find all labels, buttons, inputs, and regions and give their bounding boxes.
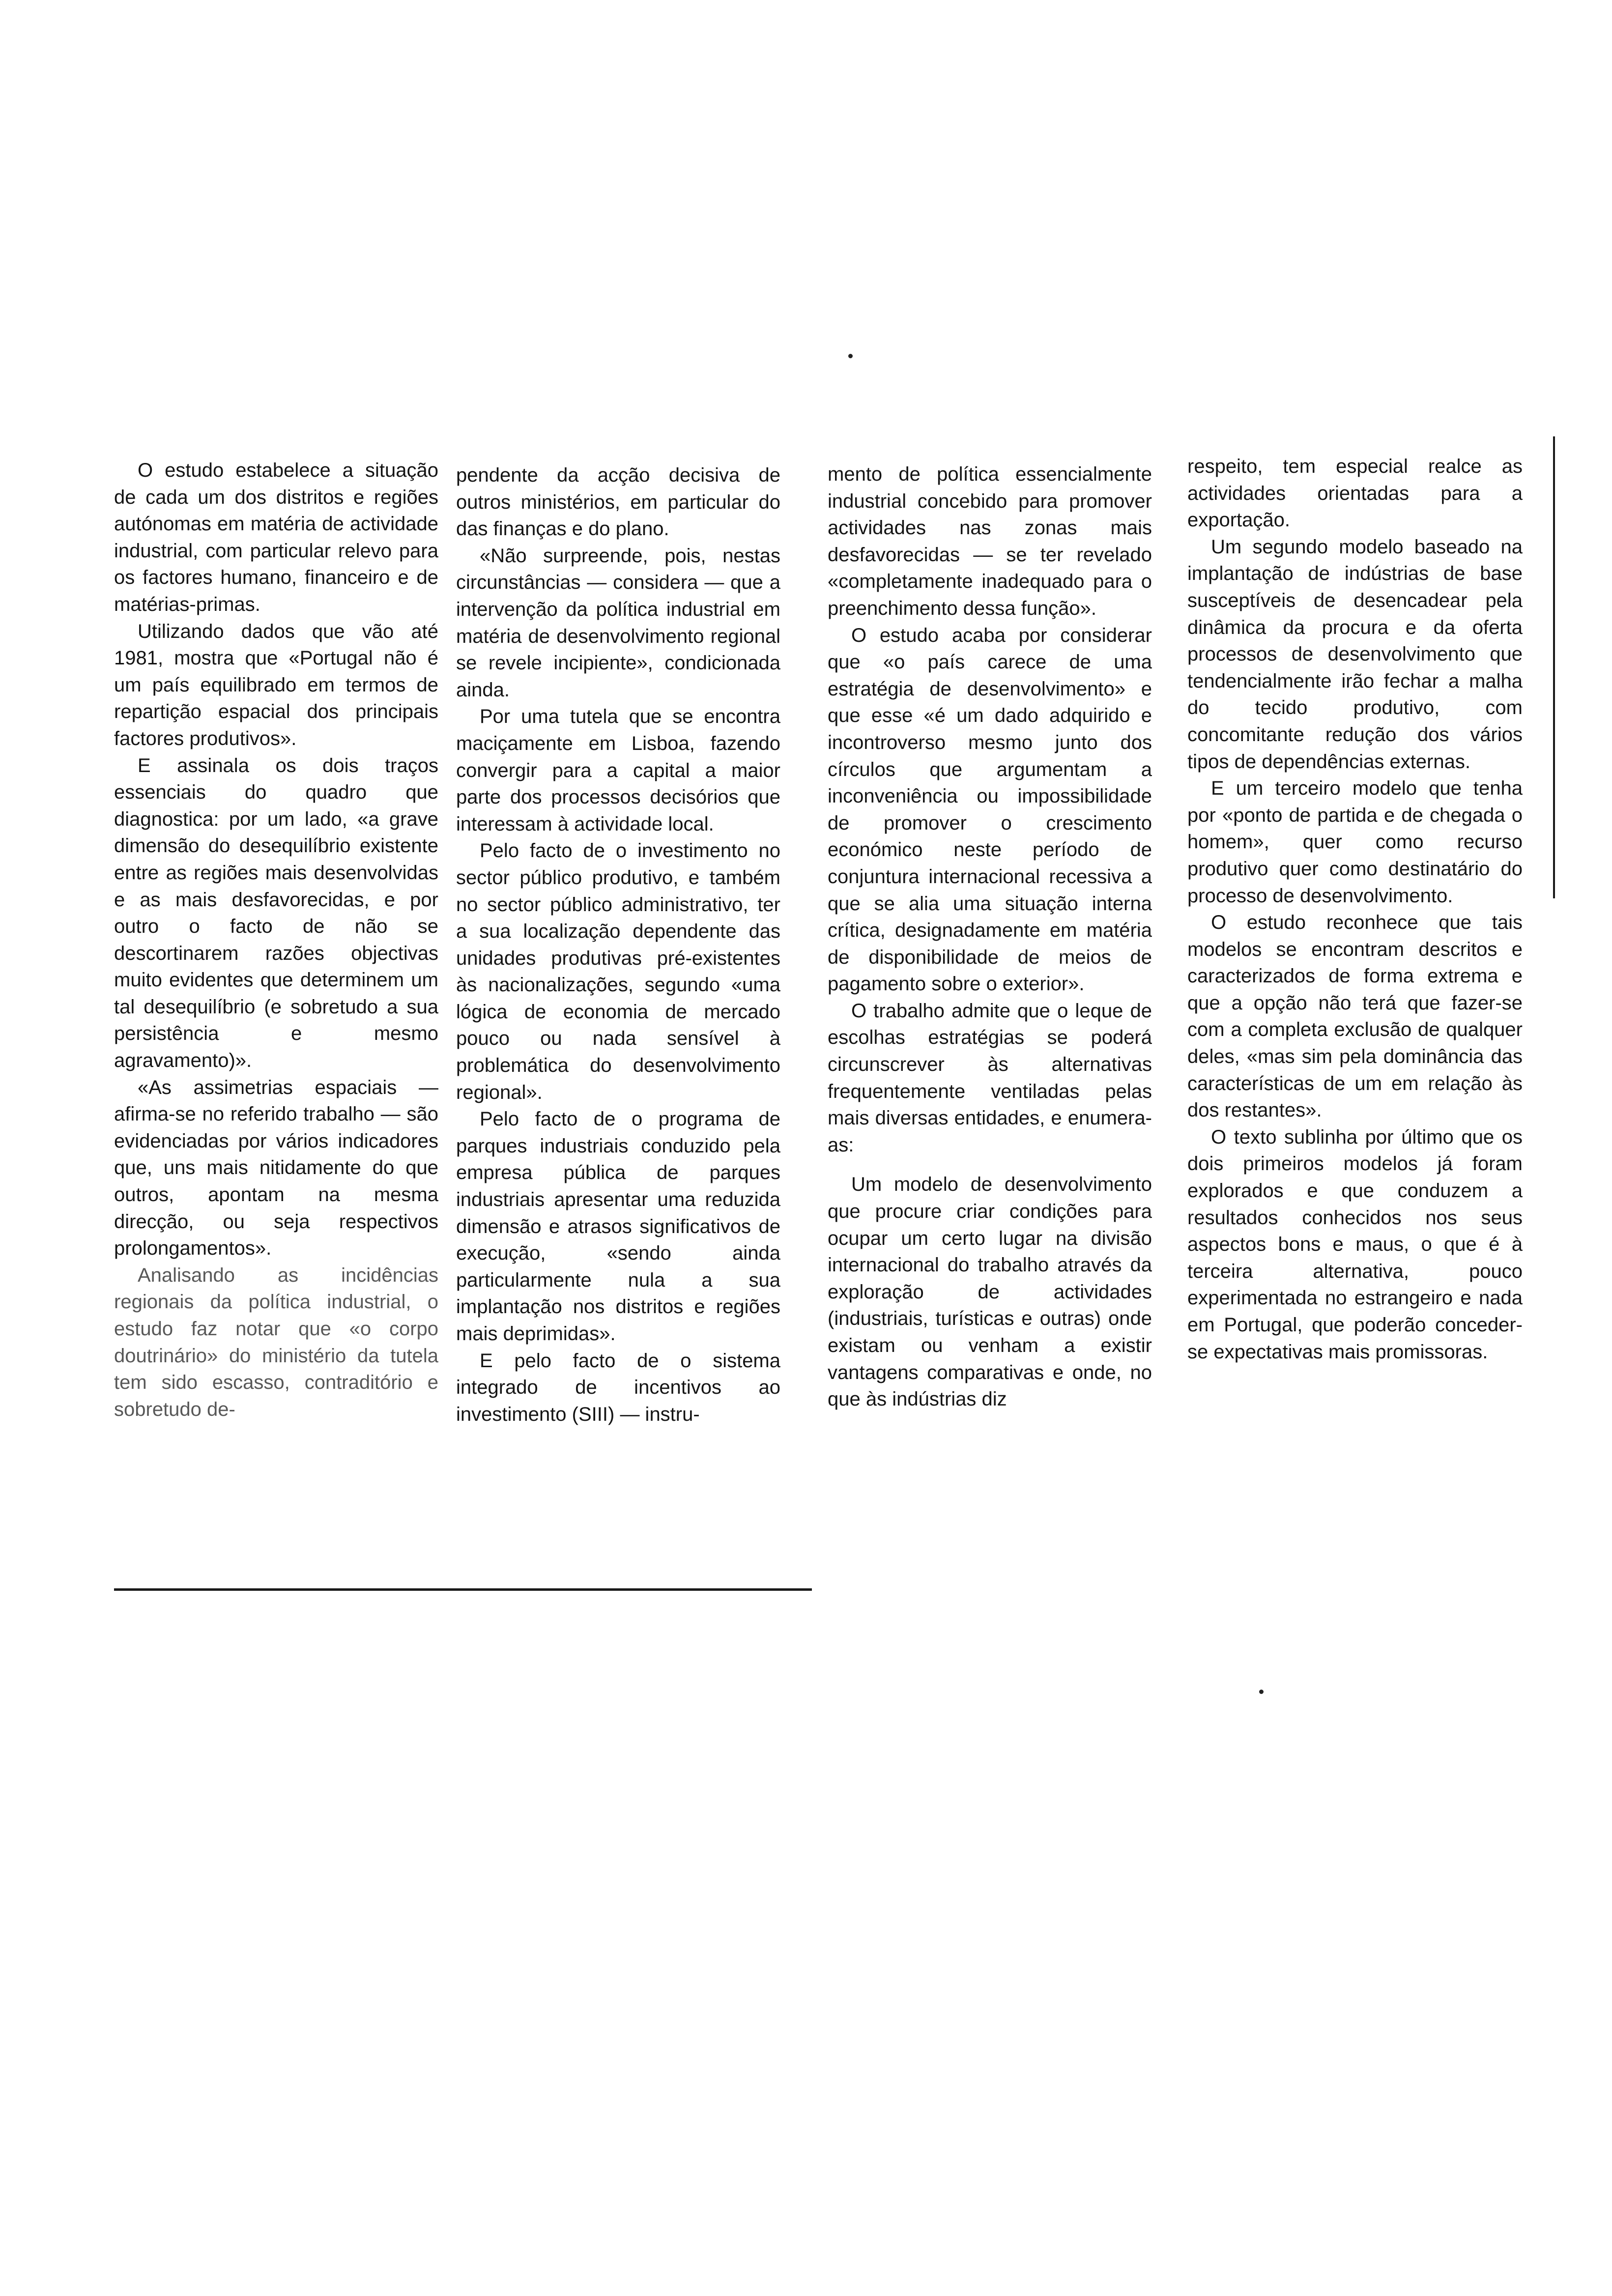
paragraph: «Não surpreende, pois, nestas circunstâncias — considera — que a intervenção da política industrial em matéria de desenvolvimento regional se revele incipiente», condicionada ainda. [456,545,780,701]
paragraph: Um segundo modelo baseado na implantação de indústrias de base susceptíveis de desencadear pela dinâmica da procura e da oferta processos de desenvolvimento que tendencialmente irão fechar a malha do tecido produtivo, com concomitante redução dos vários tipos de dependências externas. [1187,536,1523,773]
paragraph: O estudo reconhece que tais modelos se encontram descritos e caracterizados de forma extrema e que a opção não terá que fazer-se com a completa exclusão de qualquer deles, «mas sim pela dominância das características de um em relação às dos restantes». [1187,912,1523,1121]
article-column-3 [828,461,1152,1413]
paragraph: pendente da acção decisiva de outros ministérios, em particular do das finanças e do plano. [456,464,780,540]
paragraph: O estudo estabelece a situação de cada um dos distritos e regiões autónomas em matéria de actividade industrial, com particular relevo para os factores humano, financeiro e de matérias-primas. [114,459,438,615]
paragraph: Utilizando dados que vão até 1981, mostra que «Portugal não é um país equilibrado em termos de repartição espacial dos principais factores produtivos». [114,620,438,749]
paragraph: E assinala os dois traços essenciais do quadro que diagnostica: por um lado, «a grave dimensão do desequilíbrio existente entre as regiões mais desenvolvidas e as mais desfavorecidas, e por outro o facto de não se descortinarem razões objectivas muito evidentes que determinem um tal desequilíbrio (e sobretudo a sua persistência e mesmo agravamento)». [114,754,438,1072]
paragraph: Pelo facto de o investimento no sector público produtivo, e também no sector público administrativo, ter a sua localização dependente das unidades produtivas pré-existentes às nacionalizações, segundo «uma lógica de economia de mercado pouco ou nada sensível à problemática do desenvolvimento regional». [456,840,780,1103]
article-column-2 [456,462,780,1428]
paragraph: mento de política essencialmente industrial concebido para promover actividades nas zonas mais desfavorecidas — se ter revelado «completamente inadequado para o preenchimento dessa função». [828,463,1152,619]
paragraph: «As assimetrias espaciais — afirma-se no referido trabalho — são evidenciadas por vários indicadores que, uns mais nitidamente do que outros, apontam na mesma direcção, ou seja respectivos prolongamentos». [114,1076,438,1260]
paragraph: Analisando as incidências regionais da política industrial, o estudo faz notar que «o corpo doutrinário» do ministério da tutela tem sido escasso, contraditório e sobretudo de- [114,1264,438,1420]
bottom-rule [114,1588,812,1591]
paragraph: Por uma tutela que se encontra maciçamente em Lisboa, fazendo convergir para a capital a maior parte dos processos decisórios que interessam à actividade local. [456,706,780,835]
paragraph: E um terceiro modelo que tenha por «ponto de partida e de chegada o homem», quer como recurso produtivo quer como destinatário do processo de desenvolvimento. [1187,777,1523,907]
paragraph: respeito, tem especial realce as actividades orientadas para a exportação. [1187,456,1523,531]
article-column-4 [1187,453,1523,1365]
scan-speck [1259,1690,1264,1694]
paragraph: O trabalho admite que o leque de escolhas estratégias se poderá circunscrever às alternativas frequentemente ventiladas pelas mais diversas entidades, e enumera-as: [828,1000,1152,1156]
paragraph: E pelo facto de o sistema integrado de incentivos ao investimento (SIII) — instru- [456,1349,780,1425]
article-column-1 [114,457,438,1423]
scan-speck [848,354,853,358]
paragraph: Um modelo de desenvolvimento que procure criar condições para ocupar um certo lugar na divisão internacional do trabalho através da exploração de actividades (industriais, turísticas e outras) onde existam ou venham a existir vantagens comparativas e onde, no que às indústrias diz [828,1174,1152,1410]
paragraph: O texto sublinha por último que os dois primeiros modelos já foram explorados e que conduzem a resultados conhecidos nos seus aspectos bons e maus, o que é à terceira alternativa, pouco experimentada no estrangeiro e nada em Portugal, que poderão conceder-se expectativas mais promissoras. [1187,1126,1523,1363]
right-margin-rule [1553,436,1555,898]
paragraph: Pelo facto de o programa de parques industriais conduzido pela empresa pública de parques industriais apresentar uma reduzida dimensão e atrasos significativos de execução, «sendo ainda particularmente nula a sua implantação nos distritos e regiões mais deprimidas». [456,1108,780,1345]
paragraph: O estudo acaba por considerar que «o país carece de uma estratégia de desenvolvimento» e que esse «é um dado adquirido e incontroverso mesmo junto dos círculos que argumentam a inconveniência ou impossibilidade de promover o crescimento económico neste período de conjuntura internacional recessiva a que se alia uma situação interna crítica, designadamente em matéria de disponibilidade de meios de pagamento sobre o exterior». [828,624,1152,995]
